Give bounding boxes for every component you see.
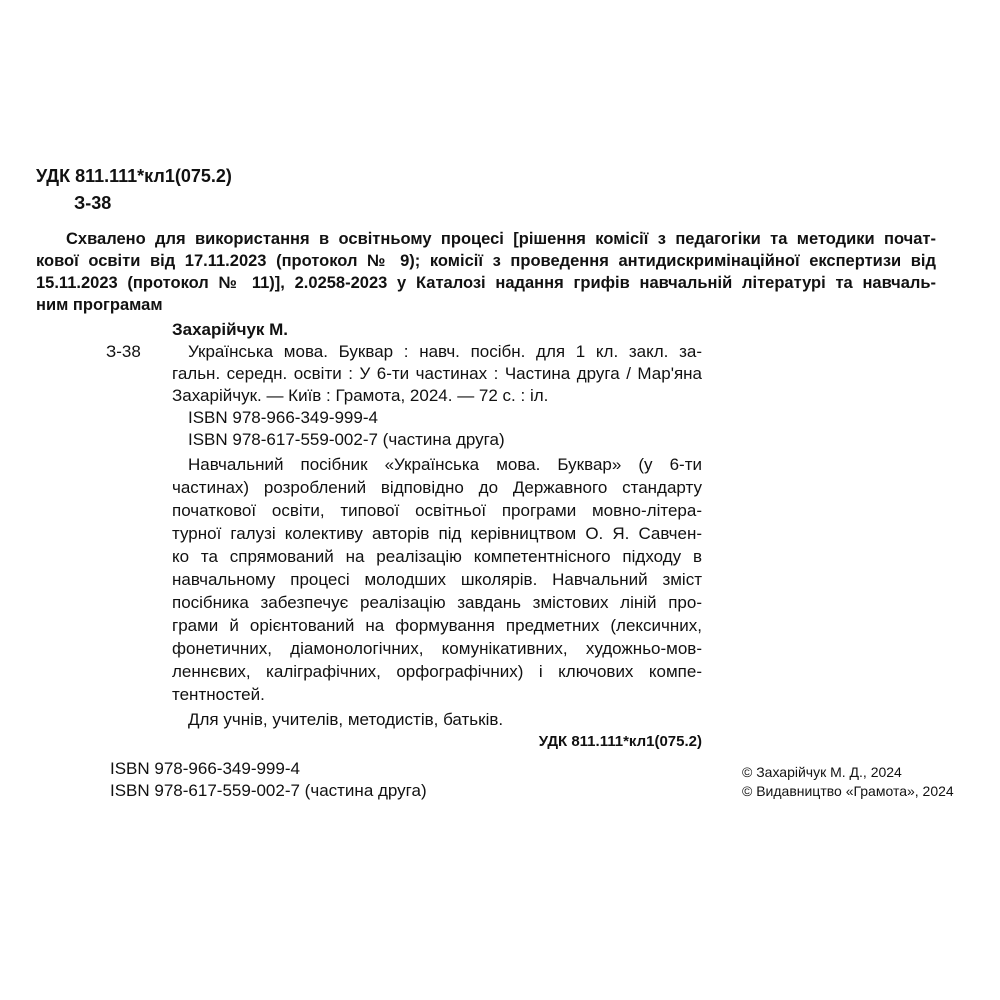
annotation-line: фонетичних, діамонологічних, комунікативних, художньо-мов- [172, 639, 702, 658]
entry-author: Захарійчук М. [172, 320, 289, 339]
author-mark: З-38 [74, 193, 112, 213]
annotation-line: Навчальний посібник «Українська мова. Буквар» (у 6-ти [188, 455, 702, 474]
entry-udk-footer: УДК 811.111*кл1(075.2) [538, 733, 702, 750]
approval-line: 15.11.2023 (протокол № 11)], 2.0258-2023 у Каталозі надання грифів навчальній літературі та навчаль- [36, 274, 936, 292]
annotation-line: посібника забезпечує реалізацію завдань змістових ліній про- [172, 593, 702, 612]
copyright-publisher: © Видавництво «Грамота», 2024 [742, 783, 954, 799]
copyright-author: © Захарійчук М. Д., 2024 [742, 764, 902, 780]
udk-code: УДК 811.111*кл1(075.2) [36, 166, 232, 186]
description-line: Українська мова. Буквар : навч. посібн. для 1 кл. закл. за- [188, 342, 702, 361]
annotation-line: грами й орієнтований на формування предметних (лексичних, [172, 616, 702, 635]
description-line: Захарійчук. — Київ : Грамота, 2024. — 72 с. : іл. [172, 386, 549, 405]
annotation-line: леннєвих, каліграфічних, орфографічних) і ключових компе- [172, 662, 702, 681]
annotation-line: навчальному процесі молодших школярів. Навчальний зміст [172, 570, 702, 589]
approval-line: кової освіти від 17.11.2023 (протокол № 9); комісії з проведення антидискримінаційної експертизи від [36, 252, 936, 270]
annotation-line: тентностей. [172, 685, 265, 704]
annotation-line: частинах) розроблений відповідно до Державного стандарту [172, 478, 702, 497]
annotation-line: ко та спрямований на реалізацію компетентнісного підходу в [172, 547, 702, 566]
approval-line: ним програмам [36, 296, 163, 314]
annotation-line: турної галузі колективу авторів під керівництвом О. Я. Савчен- [172, 524, 702, 543]
entry-isbn-2: ISBN 978-617-559-002-7 (частина друга) [188, 430, 505, 449]
entry-isbn-1: ISBN 978-966-349-999-4 [188, 408, 378, 427]
annotation-line: початкової освіти, типової освітньої програми мовно-літера- [172, 501, 702, 520]
bottom-isbn-2: ISBN 978-617-559-002-7 (частина друга) [110, 781, 427, 800]
description-line: гальн. середн. освіти : У 6-ти частинах : Частина друга / Мар'яна [172, 364, 702, 383]
entry-audience: Для учнів, учителів, методистів, батьків. [188, 710, 504, 729]
bottom-isbn-1: ISBN 978-966-349-999-4 [110, 759, 300, 778]
entry-mark: З-38 [106, 342, 141, 361]
approval-line: Схвалено для використання в освітньому процесі [рішення комісії з педагогіки та методики почат- [66, 230, 936, 248]
